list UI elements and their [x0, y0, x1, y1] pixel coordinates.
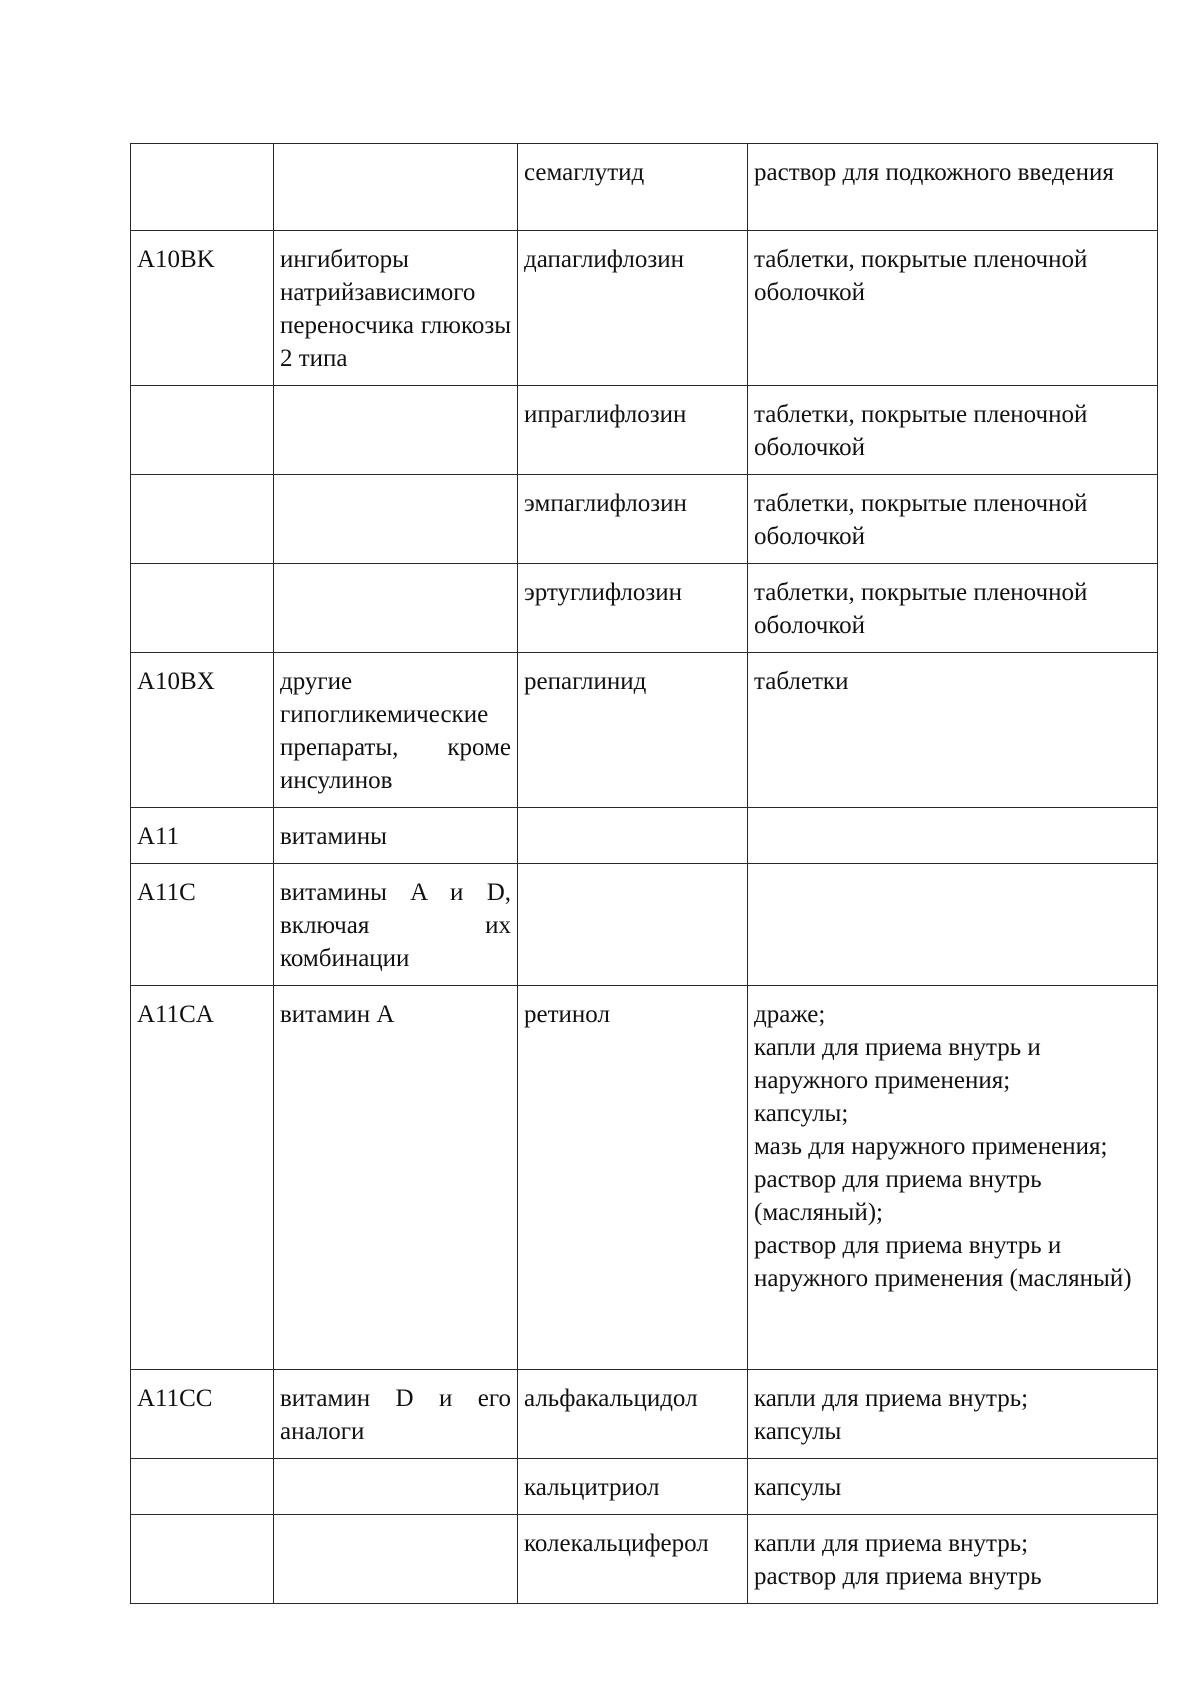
forms-cell	[748, 864, 1158, 986]
form-line: капсулы	[754, 1418, 842, 1445]
forms-cell	[748, 1370, 1158, 1459]
atc-code-cell	[131, 1459, 274, 1515]
atc-code-cell: A11	[131, 808, 274, 864]
table-row	[131, 1459, 1158, 1515]
forms-cell	[748, 1515, 1158, 1604]
table-row	[131, 564, 1158, 653]
forms-cell	[748, 653, 1158, 808]
table-row	[131, 1370, 1158, 1459]
atc-code-cell: A11CC	[131, 1370, 274, 1459]
group-cell: витамин D и его аналоги	[274, 1370, 518, 1459]
form-line: капли для приема внутрь и наружного применения;	[754, 1034, 1041, 1094]
form-line: раствор для приема внутрь	[754, 1563, 1042, 1590]
drug-cell: семаглутид	[518, 144, 748, 231]
group-cell: витамины	[274, 808, 518, 864]
form-line: капсулы	[754, 1474, 842, 1501]
drug-cell: колекальциферол	[518, 1515, 748, 1604]
group-cell	[274, 1459, 518, 1515]
form-line: драже;	[754, 1001, 826, 1028]
table-row	[131, 386, 1158, 475]
form-line: таблетки, покрытые пленочной оболочкой	[754, 246, 1088, 306]
atc-code-cell: A11CA	[131, 986, 274, 1370]
group-cell	[274, 564, 518, 653]
table-row	[131, 808, 1158, 864]
drug-cell: ипраглифлозин	[518, 386, 748, 475]
form-line: таблетки	[754, 668, 849, 695]
atc-code-cell: A10BX	[131, 653, 274, 808]
drug-cell: эмпаглифлозин	[518, 475, 748, 564]
atc-code-cell	[131, 144, 274, 231]
form-line: таблетки, покрытые пленочной оболочкой	[754, 401, 1088, 461]
form-line: таблетки, покрытые пленочной оболочкой	[754, 579, 1088, 639]
drug-cell	[518, 808, 748, 864]
drug-cell	[518, 864, 748, 986]
atc-code-cell	[131, 564, 274, 653]
form-line: капли для приема внутрь;	[754, 1530, 1029, 1557]
atc-code-cell: A10BK	[131, 231, 274, 386]
table-row	[131, 864, 1158, 986]
group-cell: витамин A	[274, 986, 518, 1370]
table-row	[131, 231, 1158, 386]
drug-cell: репаглинид	[518, 653, 748, 808]
group-cell	[274, 475, 518, 564]
atc-code-cell	[131, 475, 274, 564]
group-cell	[274, 386, 518, 475]
forms-cell	[748, 144, 1158, 231]
atc-code-cell: A11C	[131, 864, 274, 986]
drug-cell: дапаглифлозин	[518, 231, 748, 386]
group-cell	[274, 1515, 518, 1604]
atc-code-cell	[131, 386, 274, 475]
forms-cell	[748, 1459, 1158, 1515]
form-line: раствор для приема внутрь (масляный);	[754, 1166, 1042, 1226]
group-cell	[274, 144, 518, 231]
group-cell: ингибиторы натрийзависимого переносчика глюкозы 2 типа	[274, 231, 518, 386]
forms-cell	[748, 986, 1158, 1370]
form-line: таблетки, покрытые пленочной оболочкой	[754, 490, 1088, 550]
table-row	[131, 1515, 1158, 1604]
form-line: капсулы;	[754, 1100, 849, 1127]
form-line: мазь для наружного применения;	[754, 1133, 1108, 1160]
form-line: раствор для приема внутрь и наружного применения (масляный)	[754, 1232, 1132, 1292]
table-row	[131, 144, 1158, 231]
drug-cell: альфакальцидол	[518, 1370, 748, 1459]
drug-cell: эртуглифлозин	[518, 564, 748, 653]
form-line: раствор для подкожного введения	[754, 159, 1114, 186]
drug-cell: ретинол	[518, 986, 748, 1370]
table-row	[131, 986, 1158, 1370]
form-line: капли для приема внутрь;	[754, 1385, 1029, 1412]
atc-code-cell	[131, 1515, 274, 1604]
table-row	[131, 653, 1158, 808]
group-cell: другие гипогликемические препараты, кроме инсулинов	[274, 653, 518, 808]
forms-cell	[748, 475, 1158, 564]
drug-cell: кальцитриол	[518, 1459, 748, 1515]
table-row	[131, 475, 1158, 564]
forms-cell	[748, 564, 1158, 653]
drug-table	[130, 143, 1158, 1604]
group-cell: витамины A и D, включая их комбинации	[274, 864, 518, 986]
forms-cell	[748, 808, 1158, 864]
forms-cell	[748, 386, 1158, 475]
forms-cell	[748, 231, 1158, 386]
